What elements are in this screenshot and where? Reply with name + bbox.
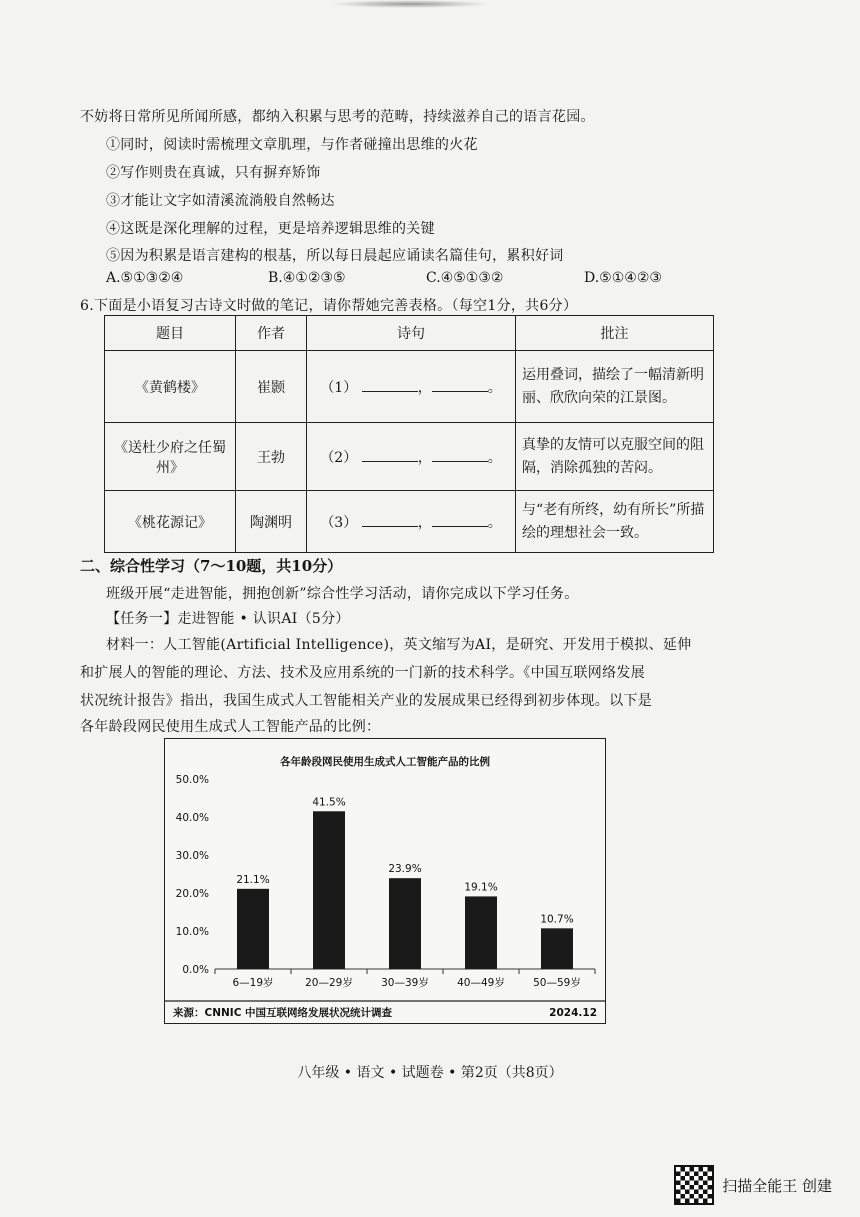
section-intro: 班级开展“走进智能，拥抱创新”综合性学习活动，请你完成以下学习任务。 <box>106 586 579 602</box>
row-title: 《送杜少府之任蜀州》 <box>105 423 236 491</box>
row-note: 运用叠词，描绘了一幅清新明丽、欣欣向荣的江景图。 <box>516 351 714 423</box>
scanner-watermark <box>674 1165 832 1205</box>
header-author: 作者 <box>236 316 307 351</box>
answer-blank[interactable] <box>432 447 488 462</box>
data-label: 23.9% <box>388 863 422 876</box>
bar-chart-svg <box>165 739 605 1023</box>
verse-number: （2） <box>320 449 358 466</box>
table-row <box>105 423 714 491</box>
row-author: 崔颢 <box>236 351 307 423</box>
x-tick-label: 40—49岁 <box>457 977 505 989</box>
material-line-2: 和扩展人的智能的理论、方法、技术及应用系统的一门新的技术科学。《中国互联网络发展 <box>80 665 645 681</box>
header-title: 题目 <box>105 316 236 351</box>
verse-blank-1[interactable]: （1） ， 。 <box>307 351 516 423</box>
q5-item-2: ②写作则贵在真诚，只有摒弃矫饰 <box>106 165 321 181</box>
q5-item-3: ③才能让文字如清溪流淌般自然畅达 <box>106 193 335 209</box>
answer-blank[interactable] <box>432 377 488 392</box>
poetry-notes-table <box>104 315 714 553</box>
table-row <box>105 491 714 553</box>
y-tick-label: 0.0% <box>182 964 209 976</box>
scanner-label: 扫描全能王 创建 <box>722 1176 832 1195</box>
chart-title: 各年龄段网民使用生成式人工智能产品的比例 <box>280 756 490 768</box>
material-line-1: 材料一：人工智能(Artificial Intelligence)，英文缩写为AI，是研究、开发用于模拟、延伸 <box>106 637 692 653</box>
bar <box>389 878 421 969</box>
row-title: 《黄鹤楼》 <box>105 351 236 423</box>
x-tick-label: 20—29岁 <box>305 977 353 989</box>
qr-code-icon <box>674 1165 714 1205</box>
x-tick-label: 50—59岁 <box>533 977 581 989</box>
q5-option-c: C.④⑤①③② <box>426 270 504 286</box>
bar <box>313 811 345 969</box>
bar <box>237 889 269 969</box>
row-author: 王勃 <box>236 423 307 491</box>
data-label: 21.1% <box>236 873 270 886</box>
answer-blank[interactable] <box>432 512 488 527</box>
header-verse: 诗句 <box>307 316 516 351</box>
section-heading: 二、综合性学习（7～10题，共10分） <box>80 557 343 575</box>
answer-blank[interactable] <box>362 447 418 462</box>
material-line-4: 各年龄段网民使用生成式人工智能产品的比例： <box>80 719 381 735</box>
verse-blank-3[interactable]: （3） ， 。 <box>307 491 516 553</box>
verse-number: （1） <box>320 379 358 396</box>
row-title: 《桃花源记》 <box>105 491 236 553</box>
chart-date: 2024.12 <box>549 1007 597 1019</box>
q5-item-5: ⑤因为积累是语言建构的根基，所以每日晨起应诵读名篇佳句，累积好词 <box>106 248 564 264</box>
chart-source: 来源：CNNIC 中国互联网络发展状况统计调查 <box>173 1007 393 1019</box>
row-note: 真挚的友情可以克服空间的阻隔，消除孤独的苦闷。 <box>516 423 714 491</box>
page-footer: 八年级 • 语文 • 试题卷 • 第2页（共8页） <box>297 1065 563 1081</box>
q5-item-4: ④这既是深化理解的过程，更是培养逻辑思维的关键 <box>106 221 435 237</box>
task-one-heading: 【任务一】走进智能 • 认识AI（5分） <box>106 611 350 627</box>
x-tick-label: 30—39岁 <box>381 977 429 989</box>
q6-stem: 6.下面是小语复习古诗文时做的笔记，请你帮她完善表格。（每空1分，共6分） <box>80 298 578 314</box>
verse-blank-2[interactable]: （2） ， 。 <box>307 423 516 491</box>
material-line-3: 状况统计报告》指出，我国生成式人工智能相关产业的发展成果已经得到初步体现。以下是 <box>80 693 652 709</box>
y-tick-label: 30.0% <box>175 850 209 862</box>
bar-chart <box>164 738 606 1024</box>
answer-blank[interactable] <box>362 377 418 392</box>
bar <box>541 928 573 969</box>
bar <box>465 896 497 969</box>
row-note: 与“老有所终，幼有所长”所描绘的理想社会一致。 <box>516 491 714 553</box>
q5-option-a: A.⑤①③②④ <box>106 270 184 286</box>
data-label: 19.1% <box>464 881 498 894</box>
q5-item-1: ①同时，阅读时需梳理文章肌理，与作者碰撞出思维的火花 <box>106 137 478 153</box>
intro-line: 不妨将日常所见所闻所感，都纳入积累与思考的范畴，持续滋养自己的语言花园。 <box>80 109 595 125</box>
row-author: 陶渊明 <box>236 491 307 553</box>
x-tick-label: 6—19岁 <box>232 977 274 989</box>
table-header-row <box>105 316 714 351</box>
y-tick-label: 10.0% <box>175 926 209 938</box>
answer-blank[interactable] <box>362 512 418 527</box>
q5-option-b: B.④①②③⑤ <box>268 270 346 286</box>
y-tick-label: 20.0% <box>175 888 209 900</box>
data-label: 41.5% <box>312 796 346 809</box>
y-tick-label: 40.0% <box>175 812 209 824</box>
data-label: 10.7% <box>540 913 574 926</box>
header-note: 批注 <box>516 316 714 351</box>
verse-number: （3） <box>320 514 358 531</box>
table-row <box>105 351 714 423</box>
q5-option-d: D.⑤①④②③ <box>584 270 662 286</box>
y-tick-label: 50.0% <box>175 774 209 786</box>
